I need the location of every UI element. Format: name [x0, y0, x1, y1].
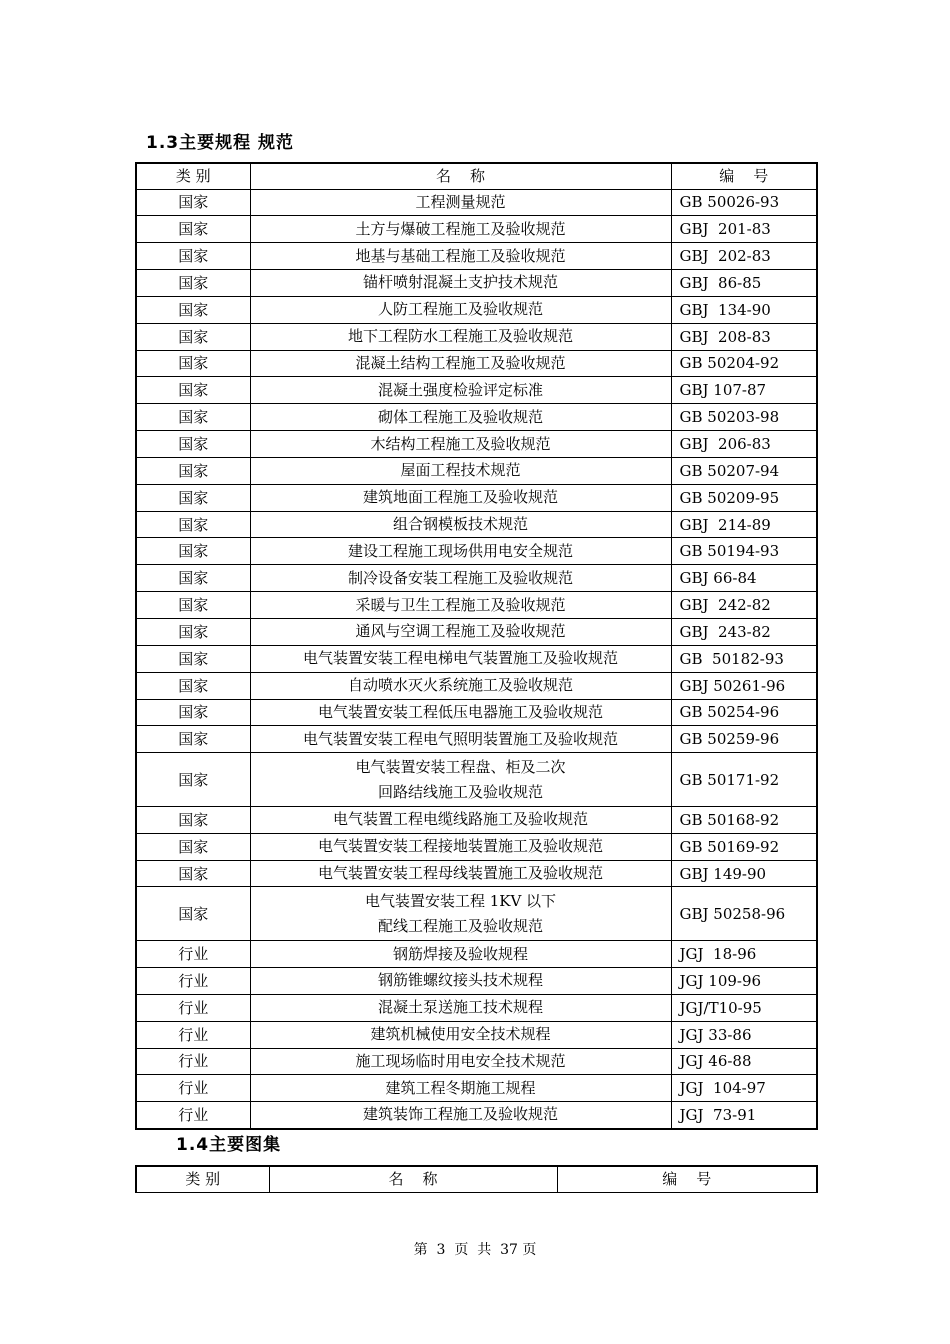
row-name [250, 726, 671, 753]
row-name-line: 采暖与卫生工程施工及验收规范 [355, 595, 566, 614]
row-category: 国家 [136, 806, 250, 833]
row-name-line: 电气装置安装工程低压电器施工及验收规范 [317, 702, 603, 721]
table-row [136, 941, 817, 968]
row-code: GBJ 242-82 [671, 592, 817, 619]
row-code: GB 50203-98 [671, 404, 817, 431]
row-code: JGJ/T10-95 [671, 994, 817, 1021]
row-name [250, 592, 671, 619]
table-row [136, 538, 817, 565]
table-row [136, 806, 817, 833]
standards-table-body [136, 189, 817, 1129]
row-name [250, 189, 671, 216]
section-1-4-heading: 1.4主要图集 [176, 1135, 282, 1155]
row-name-line: 电气装置工程电缆线路施工及验收规范 [332, 810, 588, 829]
header-category: 类 别 [136, 1166, 269, 1192]
table-row [136, 1048, 817, 1075]
table-row [136, 404, 817, 431]
table-row [136, 672, 817, 699]
table-header-row [136, 163, 817, 189]
row-name [250, 216, 671, 243]
row-name [250, 565, 671, 592]
row-name-line: 自动喷水灭火系统施工及验收规范 [347, 676, 573, 695]
row-name-line: 工程测量规范 [415, 192, 506, 211]
row-code: GBJ 243-82 [671, 619, 817, 646]
row-code: GB 50171-92 [671, 753, 817, 807]
row-code: GBJ 206-83 [671, 431, 817, 458]
table-row [136, 1021, 817, 1048]
row-name [250, 404, 671, 431]
row-code: GBJ 201-83 [671, 216, 817, 243]
row-category: 国家 [136, 565, 250, 592]
row-name-line: 钢筋焊接及验收规程 [392, 944, 528, 963]
row-category: 行业 [136, 1102, 250, 1129]
row-name-line: 建筑地面工程施工及验收规范 [362, 488, 558, 507]
row-code: GBJ 208-83 [671, 323, 817, 350]
row-category: 国家 [136, 270, 250, 297]
row-name [250, 350, 671, 377]
row-name [250, 833, 671, 860]
row-code: JGJ 18-96 [671, 941, 817, 968]
row-code: GB 50209-95 [671, 484, 817, 511]
row-name-line: 配线工程施工及验收规范 [377, 916, 543, 935]
row-name-line: 建筑装饰工程施工及验收规范 [362, 1105, 558, 1124]
table-row [136, 967, 817, 994]
row-name-line: 砌体工程施工及验收规范 [377, 407, 543, 426]
row-category: 国家 [136, 592, 250, 619]
row-name-line: 回路结线施工及验收规范 [377, 782, 543, 801]
row-name-line: 电气装置安装工程盘、柜及二次 [355, 757, 566, 776]
row-code: GBJ 50261-96 [671, 672, 817, 699]
row-category: 国家 [136, 645, 250, 672]
row-name-line: 组合钢模板技术规范 [392, 515, 528, 534]
table-row [136, 377, 817, 404]
row-code: GB 50168-92 [671, 806, 817, 833]
row-category: 国家 [136, 431, 250, 458]
row-code: GB 50169-92 [671, 833, 817, 860]
page-footer: 第 3 页 共 37 页 [413, 1242, 537, 1258]
row-category: 国家 [136, 511, 250, 538]
table-row [136, 887, 817, 941]
table-row [136, 270, 817, 297]
table-row [136, 350, 817, 377]
row-name [250, 941, 671, 968]
row-code: GBJ 66-84 [671, 565, 817, 592]
row-category: 国家 [136, 833, 250, 860]
table-row [136, 511, 817, 538]
row-name [250, 645, 671, 672]
row-name-line: 制冷设备安装工程施工及验收规范 [347, 568, 573, 587]
row-name [250, 323, 671, 350]
atlas-table [135, 1165, 818, 1193]
row-name-line: 建筑机械使用安全技术规程 [370, 1025, 551, 1044]
row-name [250, 296, 671, 323]
row-name [250, 699, 671, 726]
row-category: 行业 [136, 1075, 250, 1102]
table-row [136, 645, 817, 672]
row-category: 国家 [136, 243, 250, 270]
table-row [136, 216, 817, 243]
header-code: 编 号 [671, 163, 817, 189]
row-category: 国家 [136, 216, 250, 243]
row-name-line: 木结构工程施工及验收规范 [370, 434, 551, 453]
table-row [136, 565, 817, 592]
row-name-line: 电气装置安装工程电气照明装置施工及验收规范 [302, 729, 618, 748]
row-category: 国家 [136, 484, 250, 511]
table-row [136, 296, 817, 323]
row-code: GB 50182-93 [671, 645, 817, 672]
header-code: 编 号 [557, 1166, 817, 1192]
row-name [250, 753, 671, 807]
row-name-line: 电气装置安装工程接地装置施工及验收规范 [317, 837, 603, 856]
table-row [136, 189, 817, 216]
row-name [250, 1102, 671, 1129]
row-name [250, 431, 671, 458]
table-row [136, 431, 817, 458]
row-code: GB 50204-92 [671, 350, 817, 377]
header-name: 名 称 [250, 163, 671, 189]
row-name [250, 1048, 671, 1075]
row-category: 国家 [136, 860, 250, 887]
row-code: GB 50259-96 [671, 726, 817, 753]
row-category: 国家 [136, 323, 250, 350]
row-name [250, 967, 671, 994]
row-code: GB 50254-96 [671, 699, 817, 726]
header-category: 类 别 [136, 163, 250, 189]
row-category: 行业 [136, 941, 250, 968]
row-category: 国家 [136, 296, 250, 323]
row-name [250, 672, 671, 699]
table-header-row [136, 1166, 817, 1192]
row-name-line: 屋面工程技术规范 [400, 461, 521, 480]
row-category: 国家 [136, 404, 250, 431]
row-category: 行业 [136, 967, 250, 994]
table-row [136, 726, 817, 753]
row-code: GBJ 202-83 [671, 243, 817, 270]
row-category: 国家 [136, 619, 250, 646]
row-name [250, 806, 671, 833]
table-row [136, 484, 817, 511]
row-code: GBJ 50258-96 [671, 887, 817, 941]
row-category: 国家 [136, 699, 250, 726]
row-category: 行业 [136, 1021, 250, 1048]
row-category: 国家 [136, 189, 250, 216]
row-category: 国家 [136, 753, 250, 807]
row-category: 国家 [136, 457, 250, 484]
table-row [136, 592, 817, 619]
table-row [136, 619, 817, 646]
row-code: GBJ 149-90 [671, 860, 817, 887]
header-name: 名 称 [269, 1166, 557, 1192]
row-name [250, 1075, 671, 1102]
row-code: GBJ 107-87 [671, 377, 817, 404]
row-name-line: 电气装置安装工程 1KV 以下 [364, 891, 557, 910]
row-code: JGJ 104-97 [671, 1075, 817, 1102]
row-name [250, 243, 671, 270]
row-name-line: 混凝土强度检验评定标准 [377, 380, 543, 399]
row-code: GBJ 214-89 [671, 511, 817, 538]
row-name-line: 锚杆喷射混凝土支护技术规范 [362, 273, 558, 292]
section-1-3-heading: 1.3主要规程 规范 [146, 133, 295, 153]
row-category: 行业 [136, 1048, 250, 1075]
row-name-line: 土方与爆破工程施工及验收规范 [355, 219, 566, 238]
row-name [250, 484, 671, 511]
table-row [136, 1075, 817, 1102]
row-category: 行业 [136, 994, 250, 1021]
row-name [250, 994, 671, 1021]
row-code: JGJ 73-91 [671, 1102, 817, 1129]
table-row [136, 753, 817, 807]
row-name-line: 电气装置安装工程电梯电气装置施工及验收规范 [302, 649, 618, 668]
row-name-line: 人防工程施工及验收规范 [377, 300, 543, 319]
row-name-line: 施工现场临时用电安全技术规范 [355, 1051, 566, 1070]
table-row [136, 699, 817, 726]
row-code: GBJ 86-85 [671, 270, 817, 297]
row-name [250, 619, 671, 646]
row-code: JGJ 109-96 [671, 967, 817, 994]
row-code: GB 50194-93 [671, 538, 817, 565]
table-row [136, 323, 817, 350]
row-code: GB 50026-93 [671, 189, 817, 216]
row-name [250, 377, 671, 404]
row-category: 国家 [136, 350, 250, 377]
row-name [250, 511, 671, 538]
table-row [136, 457, 817, 484]
table-row [136, 243, 817, 270]
row-code: JGJ 46-88 [671, 1048, 817, 1075]
row-name [250, 457, 671, 484]
table-row [136, 994, 817, 1021]
table-row [136, 860, 817, 887]
row-code: GB 50207-94 [671, 457, 817, 484]
row-name-line: 钢筋锥螺纹接头技术规程 [377, 971, 543, 990]
row-category: 国家 [136, 377, 250, 404]
row-name [250, 1021, 671, 1048]
row-name [250, 538, 671, 565]
row-name [250, 860, 671, 887]
row-name [250, 270, 671, 297]
standards-table [135, 162, 818, 1130]
row-category: 国家 [136, 672, 250, 699]
row-category: 国家 [136, 887, 250, 941]
table-row [136, 833, 817, 860]
row-category: 国家 [136, 726, 250, 753]
row-name-line: 混凝土结构工程施工及验收规范 [355, 353, 566, 372]
table-row [136, 1102, 817, 1129]
row-name-line: 地基与基础工程施工及验收规范 [355, 246, 566, 265]
row-name [250, 887, 671, 941]
row-code: GBJ 134-90 [671, 296, 817, 323]
row-name-line: 地下工程防水工程施工及验收规范 [347, 327, 573, 346]
row-name-line: 建筑工程冬期施工规程 [385, 1078, 536, 1097]
row-name-line: 电气装置安装工程母线装置施工及验收规范 [317, 864, 603, 883]
row-name-line: 通风与空调工程施工及验收规范 [355, 622, 566, 641]
row-name-line: 混凝土泵送施工技术规程 [377, 998, 543, 1017]
row-category: 国家 [136, 538, 250, 565]
row-name-line: 建设工程施工现场供用电安全规范 [347, 541, 573, 560]
row-code: JGJ 33-86 [671, 1021, 817, 1048]
